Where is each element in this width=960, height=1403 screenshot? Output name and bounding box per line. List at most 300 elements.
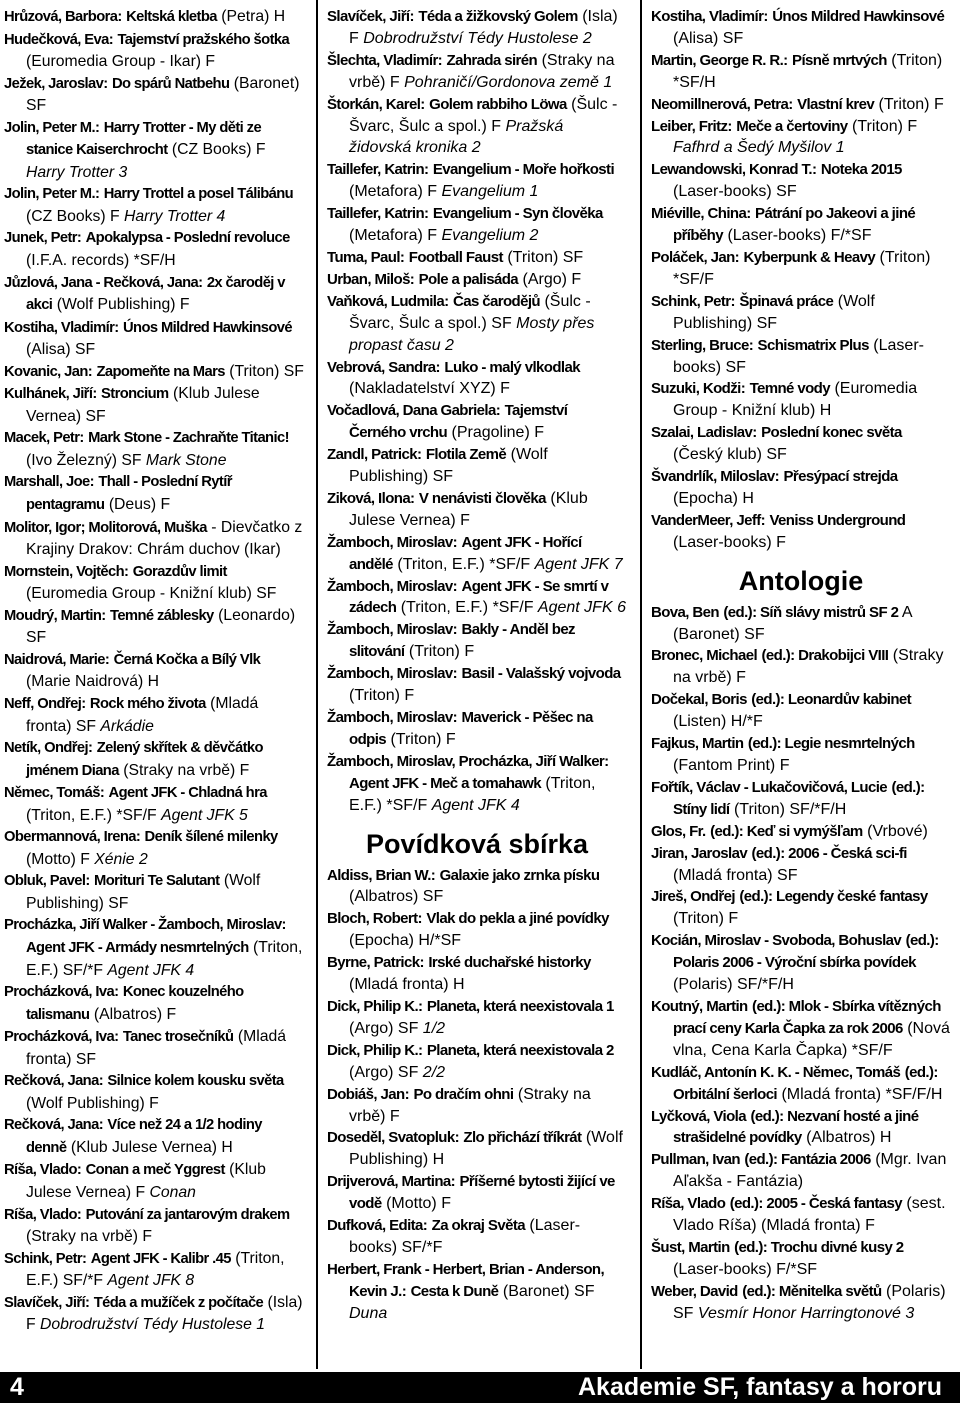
- entry-author: Žamboch, Miroslav:: [327, 665, 458, 683]
- entry-author: Aldiss, Brian W.:: [327, 866, 436, 884]
- entry-title: Agent JFK - Chladná hra: [108, 785, 267, 802]
- entry-title: (ed.): Síň slávy mistrů SF 2: [723, 603, 899, 621]
- entry-publisher: (Baronet) SF: [502, 1282, 595, 1300]
- entry-author: Koutný, Martin: [651, 997, 748, 1015]
- entry-publisher: (Deus) F: [108, 496, 171, 514]
- entry-publisher: (Argo) SF: [349, 1019, 419, 1037]
- bibliography-entry: [651, 1193, 951, 1237]
- entry-author: Kocián, Miroslav - Svoboda, Bohuslav: [651, 932, 902, 950]
- entry-series: Dobrodružství Tédy Hustolese 2: [363, 29, 592, 47]
- entry-author: Šust, Martin: [651, 1238, 730, 1256]
- entry-series: Agent JFK 6: [537, 599, 626, 617]
- entry-publisher: (Triton) F: [878, 95, 944, 113]
- entry-publisher: (Triton, E.F.) *SF/F: [400, 599, 534, 617]
- bibliography-entry: [327, 159, 627, 203]
- entry-publisher: (Český klub) SF: [673, 446, 787, 464]
- entry-series: Evangelium 1: [441, 183, 539, 201]
- bibliography-entry: [4, 605, 304, 649]
- entry-author: Hrůzová, Barbora:: [4, 9, 122, 25]
- entry-title: Gorazdův limit: [132, 563, 227, 580]
- entry-author: Junek, Petr:: [4, 230, 82, 247]
- entry-title: Temné vody: [749, 380, 830, 398]
- entry-publisher: (Albatros) F: [93, 1005, 177, 1023]
- entry-title: Cesta k Duně: [410, 1282, 499, 1300]
- bibliography-entry: [4, 1204, 304, 1248]
- bibliography-entry: [4, 383, 304, 427]
- entry-title: Morituri Te Salutant: [94, 873, 220, 890]
- entry-series: Conan: [149, 1183, 196, 1201]
- entry-publisher: (Straky na vrbě) F: [123, 761, 250, 779]
- column-2-entries-2: [327, 865, 627, 1325]
- bibliography-entry: [651, 733, 951, 777]
- entry-publisher: (Klub Julese Vernea) F: [349, 489, 588, 529]
- entry-author: Sterling, Bruce:: [651, 336, 754, 354]
- entry-title: Konec kouzelného talismanu: [26, 984, 244, 1023]
- bibliography-entry: [327, 532, 627, 576]
- entry-author: Jolin, Peter M.:: [4, 186, 100, 203]
- bibliography-entry: [4, 29, 304, 73]
- entry-author: Žamboch, Miroslav, Procházka, Jiří Walker:: [327, 752, 609, 770]
- page-number: 4: [10, 1373, 24, 1401]
- entry-title: Pole a palisáda: [418, 270, 519, 288]
- bibliography-entry: [651, 930, 951, 996]
- entry-author: Procházková, Iva:: [4, 1029, 119, 1046]
- entry-title: Tajemství Černého vrchu: [349, 402, 568, 442]
- entry-publisher: (Triton, E.F.) SF/*F: [26, 1249, 285, 1290]
- entry-publisher: (Laser-books) SF/*F: [349, 1217, 581, 1256]
- entry-title: Golem rabbiho Löwa: [429, 95, 567, 113]
- entry-author: Kostiha, Vladimír:: [4, 319, 119, 336]
- bibliography-entry: [4, 649, 304, 693]
- entry-series: Evangelium 2: [441, 227, 539, 245]
- column-3: [651, 6, 951, 1325]
- bibliography-entry: [4, 870, 304, 914]
- entry-author: Hudečková, Eva:: [4, 31, 114, 48]
- entry-author: Dick, Philip K.:: [327, 1041, 423, 1059]
- bibliography-entry: [327, 269, 627, 291]
- entry-publisher: (Isla) F: [349, 8, 618, 47]
- entry-author: Suzuki, Kodži:: [651, 380, 746, 398]
- entry-publisher: (Vrbové): [867, 822, 928, 840]
- entry-title: Meče a čertoviny: [736, 117, 848, 135]
- entry-author: Taillefer, Katrin:: [327, 205, 429, 223]
- entry-title: Planeta, která neexistovala 2: [426, 1041, 614, 1059]
- entry-publisher: (Motto) F: [26, 850, 90, 868]
- bibliography-entry: [651, 1062, 951, 1106]
- entry-publisher: (Mladá fronta) *SF/F/H: [781, 1085, 943, 1103]
- bibliography-entry: [651, 50, 951, 94]
- entry-author: Tuma, Paul:: [327, 248, 405, 266]
- bibliography-entry: [4, 981, 304, 1026]
- entry-title: Špinavá práce: [739, 292, 834, 310]
- bibliography-entry: [327, 1171, 627, 1215]
- entry-publisher: (Triton, E.F.) *SF/F: [26, 806, 157, 824]
- entry-author: Neomillnerová, Petra:: [651, 95, 793, 113]
- entry-author: Taillefer, Katrin:: [327, 161, 429, 179]
- entry-series: Agent JFK 7: [534, 555, 623, 573]
- entry-publisher: (Triton, E.F.) SF/*F: [26, 938, 303, 979]
- entry-author: Kudláč, Antonín K. K. - Němec, Tomáš: [651, 1063, 901, 1081]
- entry-publisher: (Wolf Publishing) H: [349, 1129, 623, 1169]
- entry-title: Luko - malý vlkodlak: [444, 358, 580, 376]
- entry-publisher: (Euromedia Group - Ikar) F: [26, 53, 216, 71]
- entry-publisher: (Triton, E.F.) *SF/F: [349, 774, 596, 814]
- bibliography-entry: [4, 914, 304, 981]
- entry-publisher: (Isla) F: [26, 1293, 303, 1334]
- entry-author: Schink, Petr:: [651, 292, 735, 310]
- entry-title: Keltská kletba: [126, 9, 217, 25]
- entry-title: Schismatrix Plus: [757, 336, 869, 354]
- entry-title: Agent JFK - Armády nesmrtelných: [26, 939, 249, 956]
- bibliography-entry: [651, 886, 951, 930]
- entry-series: Pohraničí/Gordonova země 1: [404, 73, 613, 91]
- entry-publisher: (Triton) *SF/F: [673, 248, 931, 288]
- entry-publisher: (CZ Books) F: [26, 207, 120, 225]
- entry-series: 2/2: [422, 1063, 446, 1081]
- entry-title: (ed.): Drakobijci VIII: [761, 647, 889, 665]
- entry-author: Byrne, Patrick:: [327, 954, 424, 972]
- entry-author: Slavíček, Jiří:: [4, 1294, 90, 1311]
- entry-title: Po dračím ohni: [413, 1085, 514, 1103]
- entry-series: Agent JFK 4: [431, 796, 520, 814]
- bibliography-entry: [651, 602, 951, 646]
- entry-publisher: (Ivo Železný) SF: [26, 451, 142, 469]
- entry-publisher: (Polaris) SF/*F/H: [673, 976, 794, 994]
- entry-author: Vaňková, Ludmila:: [327, 292, 449, 310]
- entry-series: Pražská židovská kronika 2: [349, 117, 564, 157]
- entry-title: Téda a žižkovský Golem: [418, 8, 578, 25]
- entry-author: Žamboch, Miroslav:: [327, 709, 458, 726]
- entry-title: (ed.): Nezvaní hosté a jiné strašidelné povídky: [673, 1107, 919, 1147]
- entry-title: Tajemství pražského šotka: [117, 31, 290, 48]
- entry-author: VanderMeer, Jeff:: [651, 511, 766, 529]
- entry-publisher: (Mladá fronta) SF: [673, 866, 798, 884]
- entry-publisher: (Wolf Publishing) F: [26, 1094, 159, 1112]
- entry-publisher: (Nakladatelství XYZ) F: [349, 380, 510, 398]
- entry-author: Obermannová, Irena:: [4, 829, 141, 846]
- entry-series: Vesmír Honor Harringtonové 3: [697, 1304, 915, 1322]
- entry-publisher: (Epocha) H/*SF: [349, 932, 462, 950]
- entry-author: Ríša, Vlado:: [4, 1206, 82, 1223]
- entry-publisher: A (Baronet) SF: [673, 603, 912, 643]
- entry-series: Agent JFK 5: [161, 806, 248, 824]
- entry-author: Lewandowski, Konrad T.:: [651, 161, 817, 179]
- entry-publisher: (Laser-books) F: [673, 533, 786, 551]
- bibliography-entry: [4, 73, 304, 117]
- entry-title: (ed.): Měnitelka světů: [742, 1282, 882, 1300]
- entry-publisher: (Laser-books) SF: [673, 336, 924, 376]
- entry-publisher: (Albatros) SF: [349, 888, 444, 906]
- entry-author: Bova, Ben: [651, 603, 719, 621]
- entry-publisher: (Albatros) H: [806, 1129, 892, 1147]
- bibliography-entry: [327, 1040, 627, 1084]
- entry-series: Mark Stone: [145, 451, 227, 469]
- entry-title: Harry Trottel a posel Tálibánu: [103, 186, 294, 203]
- entry-title: Thall - Poslední Rytíř pentagramu: [26, 474, 232, 514]
- entry-series: Xénie 2: [94, 850, 148, 868]
- entry-author: Szalai, Ladislav:: [651, 424, 757, 442]
- entry-title: Football Faust: [408, 248, 503, 266]
- entry-publisher: (Pragoline) F: [451, 424, 544, 442]
- entry-publisher: (Mgr. Ivan Aľakša - Fantázia): [673, 1151, 947, 1191]
- entry-publisher: (Argo) SF: [349, 1063, 419, 1081]
- entry-title: Galaxie jako zrnka písku: [439, 866, 600, 884]
- entry-series: Agent JFK 8: [107, 1272, 195, 1290]
- entry-title: (ed.): 2005 - Česká fantasy: [729, 1195, 902, 1213]
- entry-author: Doseděl, Svatopluk:: [327, 1129, 459, 1147]
- bibliography-entry: [651, 116, 951, 160]
- bibliography-entry: [327, 576, 627, 620]
- entry-author: Drijverová, Martina:: [327, 1173, 456, 1191]
- entry-title: Zlo přichází tříkrát: [463, 1129, 582, 1147]
- entry-author: Rečková, Jana:: [4, 1073, 104, 1090]
- entry-publisher: (Wolf Publishing) SF: [26, 872, 261, 912]
- entry-author: Moudrý, Martin:: [4, 607, 106, 624]
- entry-publisher: (Argo) F: [522, 270, 582, 288]
- entry-author: Marshall, Joe:: [4, 474, 94, 491]
- bibliography-entry: [327, 357, 627, 401]
- bibliography-entry: [4, 227, 304, 271]
- entry-title: Agent JFK - Hořící andělé: [349, 533, 582, 573]
- entry-publisher: (Marie Naidrová) H: [26, 673, 160, 691]
- entry-author: Herbert, Frank - Herbert, Brian - Anderson, Kevin J.:: [327, 1260, 605, 1300]
- entry-author: Jolin, Peter M.:: [4, 119, 100, 136]
- bibliography-entry: [651, 1237, 951, 1281]
- entry-title: Zahrada sirén: [446, 51, 538, 69]
- entry-publisher: (Triton) F: [349, 687, 415, 705]
- bibliography-entry: [4, 117, 304, 184]
- bibliography-entry: [4, 1026, 304, 1070]
- entry-title: Do spárů Natbehu: [111, 75, 230, 92]
- entry-title: (ed.): Legie nesmrtelných: [747, 735, 915, 753]
- entry-publisher: (Wolf Publishing) SF: [673, 292, 875, 332]
- entry-title: Bakly - Anděl bez slitování: [349, 621, 575, 661]
- entry-title: Agent JFK - Meč a tomahawk: [349, 774, 541, 792]
- bibliography-entry: [327, 203, 627, 247]
- bibliography-entry: [4, 272, 304, 317]
- entry-title: Pátrání po Jakeovi a jiné příběhy: [673, 205, 916, 245]
- entry-author: Jůzlová, Jana - Rečková, Jana:: [4, 274, 203, 291]
- bibliography-entry: [651, 378, 951, 422]
- entry-author: Weber, David: [651, 1282, 738, 1300]
- entry-title: (ed.): Trochu divné kusy 2: [734, 1238, 904, 1256]
- entry-title: Deník šílené milenky: [144, 829, 278, 846]
- entry-title: Mark Stone - Zachraňte Titanic!: [88, 430, 289, 447]
- entry-author: Zandl, Patrick:: [327, 446, 422, 464]
- entry-publisher: (Mladá fronta) H: [349, 976, 465, 994]
- entry-author: Dufková, Edita:: [327, 1217, 428, 1235]
- entry-publisher: (Klub Julese Vernea) H: [70, 1138, 233, 1156]
- entry-publisher: (Triton) F: [408, 643, 475, 661]
- entry-series: Dobrodružství Tédy Hustolese 1: [40, 1316, 265, 1334]
- bibliography-entry: [4, 1248, 304, 1292]
- entry-publisher: (Triton, E.F.) *SF/F: [397, 555, 531, 573]
- column-separator: [640, 0, 642, 1369]
- entry-publisher: (Alisa) SF: [673, 29, 744, 47]
- entry-title: Planeta, která neexistovala 1: [426, 997, 614, 1015]
- bibliography-entry: [4, 737, 304, 782]
- bibliography-entry: [327, 1259, 627, 1325]
- entry-author: Fajkus, Martin: [651, 735, 744, 753]
- entry-author: Kostiha, Vladimír:: [651, 8, 768, 25]
- entry-author: Šlechta, Vladimír:: [327, 51, 443, 69]
- section-heading-anthology: Antologie: [738, 565, 864, 596]
- entry-author: Vebrová, Sandra:: [327, 358, 440, 376]
- entry-title: Kyberpunk & Heavy: [743, 248, 876, 266]
- entry-title: Poslední konec světa: [761, 424, 902, 442]
- column-separator: [316, 0, 318, 1369]
- entry-title: Harry Trotter - My děti ze stanice Kaiserchrocht: [26, 119, 262, 159]
- entry-series: Mosty přes propast času 2: [349, 314, 595, 354]
- entry-title: Putování za jantarovým drakem: [85, 1206, 290, 1223]
- entry-author: Ríša, Vlado:: [4, 1162, 82, 1179]
- entry-publisher: (Triton) F: [390, 730, 456, 748]
- entry-publisher: (Triton) *SF/H: [673, 51, 943, 91]
- entry-author: Švandrlík, Miloslav:: [651, 468, 780, 486]
- entry-author: Procházka, Jiří Walker - Žamboch, Miroslav:: [4, 917, 286, 934]
- entry-title: Flotila Země: [425, 446, 507, 464]
- entry-author: Netík, Ondřej:: [4, 740, 93, 757]
- entry-author: Slavíček, Jiří:: [327, 8, 414, 25]
- bibliography-entry: [4, 6, 304, 29]
- bibliography-entry: [327, 663, 627, 707]
- entry-publisher: (Baronet) SF: [26, 74, 300, 115]
- entry-publisher: - Dievčatko z Krajiny Drakov: Chrám duchov (Ikar): [26, 518, 303, 559]
- entry-author: Žamboch, Miroslav:: [327, 577, 458, 595]
- entry-title: Silnice kolem kousku světa: [107, 1073, 284, 1090]
- bibliography-entry: [4, 1292, 304, 1336]
- entry-publisher: (Mladá fronta) SF: [26, 694, 259, 735]
- entry-series: Duna: [349, 1304, 388, 1322]
- entry-author: Schink, Petr:: [4, 1250, 87, 1267]
- bibliography-entry: [4, 561, 304, 605]
- column-3-entries: [651, 6, 951, 554]
- bibliography-entry: [327, 444, 627, 488]
- column-3-entries-2: [651, 602, 951, 1325]
- entry-title: (ed.): Orbitální šerloci: [673, 1063, 938, 1103]
- entry-author: Martin, George R. R.:: [651, 51, 788, 69]
- entry-publisher: (Triton) F: [673, 910, 739, 928]
- bibliography-entry: [651, 996, 951, 1062]
- entry-title: Temné záblesky: [110, 607, 214, 624]
- bibliography-entry: [327, 400, 627, 444]
- entry-publisher: (I.F.A. records) *SF/H: [26, 252, 176, 270]
- entry-title: Zapomeňte na Mars: [96, 363, 225, 380]
- bibliography-entry: [327, 291, 627, 357]
- entry-title: Příšerné bytosti žijící ve vodě: [349, 1173, 615, 1213]
- entry-author: Žamboch, Miroslav:: [327, 533, 458, 551]
- entry-author: Žamboch, Miroslav:: [327, 621, 458, 639]
- bibliography-entry: [327, 6, 627, 50]
- bibliography-entry: [327, 707, 627, 751]
- bibliography-entry: [4, 826, 304, 870]
- entry-author: Dočekal, Boris: [651, 691, 747, 709]
- entry-author: Molitor, Igor; Molitorová, Muška: [4, 519, 207, 536]
- entry-title: Conan a meč Yggrest: [85, 1162, 225, 1179]
- entry-series: Agent JFK 4: [107, 961, 195, 979]
- entry-author: Lyčková, Viola: [651, 1107, 746, 1125]
- section-heading-short-stories: Povídková sbírka: [365, 828, 589, 859]
- entry-title: Únos Mildred Hawkinsové: [123, 319, 292, 336]
- entry-publisher: (Euromedia Group - Knižní klub) H: [673, 380, 918, 420]
- entry-publisher: (Wolf Publishing) SF: [349, 446, 548, 486]
- entry-author: Fořtík, Václav - Lukačovičová, Lucie: [651, 778, 888, 796]
- entry-author: Rečková, Jana:: [4, 1117, 104, 1134]
- column-2: [327, 6, 627, 1325]
- entry-publisher: (CZ Books) F: [171, 141, 266, 159]
- entry-author: Kovanic, Jan:: [4, 363, 93, 380]
- entry-publisher: (Straky na vrbě) F: [26, 1228, 153, 1246]
- entry-publisher: (Fantom Print) F: [673, 757, 790, 774]
- entry-title: (ed.): Fantázia 2006: [744, 1151, 871, 1169]
- bibliography-entry: [651, 1106, 951, 1150]
- entry-publisher: (sest. Vlado Ríša) (Mladá fronta) F: [673, 1195, 946, 1235]
- entry-publisher: (Straky na vrbě) F: [349, 51, 615, 91]
- entry-publisher: (Motto) F: [386, 1195, 451, 1213]
- bibliography-entry: [4, 782, 304, 826]
- entry-publisher: (Triton) F: [851, 117, 918, 135]
- entry-author: Mornstein, Vojtěch:: [4, 563, 129, 580]
- entry-publisher: (Laser-books) F/*SF: [673, 1260, 818, 1278]
- entry-publisher: (Laser-books) F/*SF: [727, 227, 872, 245]
- entry-publisher: (Šulc - Švarc, Šulc a spol.) F: [349, 95, 618, 135]
- bibliography-entry: [4, 517, 304, 561]
- bibliography-entry: [651, 1281, 951, 1325]
- entry-publisher: (Straky na vrbě) F: [673, 647, 944, 687]
- entry-author: Kulhánek, Jiří:: [4, 386, 97, 403]
- entry-publisher: (Euromedia Group - Knižní klub) SF: [26, 585, 277, 603]
- entry-author: Bronec, Michael: [651, 647, 758, 665]
- entry-title: (ed.): Keď si vymýšľam: [710, 822, 863, 840]
- entry-title: (ed.): Mlok - Sbírka vítězných prací ceny Karla Čapka za rok 2006: [673, 997, 941, 1037]
- entry-title: (ed.): 2006 - Česká sci-fi: [751, 844, 907, 862]
- column-1: [4, 6, 304, 1336]
- entry-title: Apokalypsa - Poslední revoluce: [85, 230, 290, 247]
- bibliography-entry: [4, 317, 304, 361]
- entry-publisher: (Straky na vrbě) F: [349, 1085, 591, 1125]
- entry-author: Ježek, Jaroslav:: [4, 75, 108, 92]
- entry-title: Čas čarodějů: [452, 292, 540, 310]
- entry-title: Irské duchařské historky: [428, 954, 591, 972]
- entry-title: Přesýpací strejda: [783, 468, 898, 486]
- entry-title: Evangelium - Moře hořkosti: [432, 161, 615, 179]
- entry-title: Agent JFK - Se smrtí v zádech: [349, 577, 609, 617]
- entry-title: Rock mého života: [89, 695, 206, 712]
- entry-title: Evangelium - Syn člověka: [432, 205, 603, 223]
- bibliography-entry: [4, 693, 304, 737]
- publication-title: Akademie SF, fantasy a hororu: [577, 1373, 942, 1401]
- entry-title: 2x čaroděj v akci: [26, 274, 285, 314]
- bibliography-entry: [651, 203, 951, 247]
- bibliography-entry: [651, 466, 951, 510]
- entry-author: Miéville, China:: [651, 205, 751, 223]
- entry-author: Dick, Philip K.:: [327, 997, 423, 1015]
- bibliography-entry: [327, 1127, 627, 1171]
- bibliography-entry: [651, 6, 951, 50]
- entry-author: Glos, Fr.: [651, 822, 706, 840]
- entry-publisher: (Triton) SF: [229, 362, 304, 380]
- entry-publisher: (Triton) SF/*F/H: [733, 800, 847, 818]
- entry-publisher: (Alisa) SF: [26, 341, 96, 359]
- entry-author: Ríša, Vlado: [651, 1195, 726, 1213]
- entry-title: (ed.): Legendy české fantasy: [739, 888, 928, 906]
- bibliography-entry: [651, 843, 951, 887]
- bibliography-entry: [327, 488, 627, 532]
- entry-title: V nenávisti člověka: [418, 489, 546, 507]
- entry-author: Macek, Petr:: [4, 430, 84, 447]
- entry-publisher: (Šulc - Švarc, Šulc a spol.) SF: [349, 292, 591, 332]
- entry-author: Jiran, Jaroslav: [651, 844, 748, 862]
